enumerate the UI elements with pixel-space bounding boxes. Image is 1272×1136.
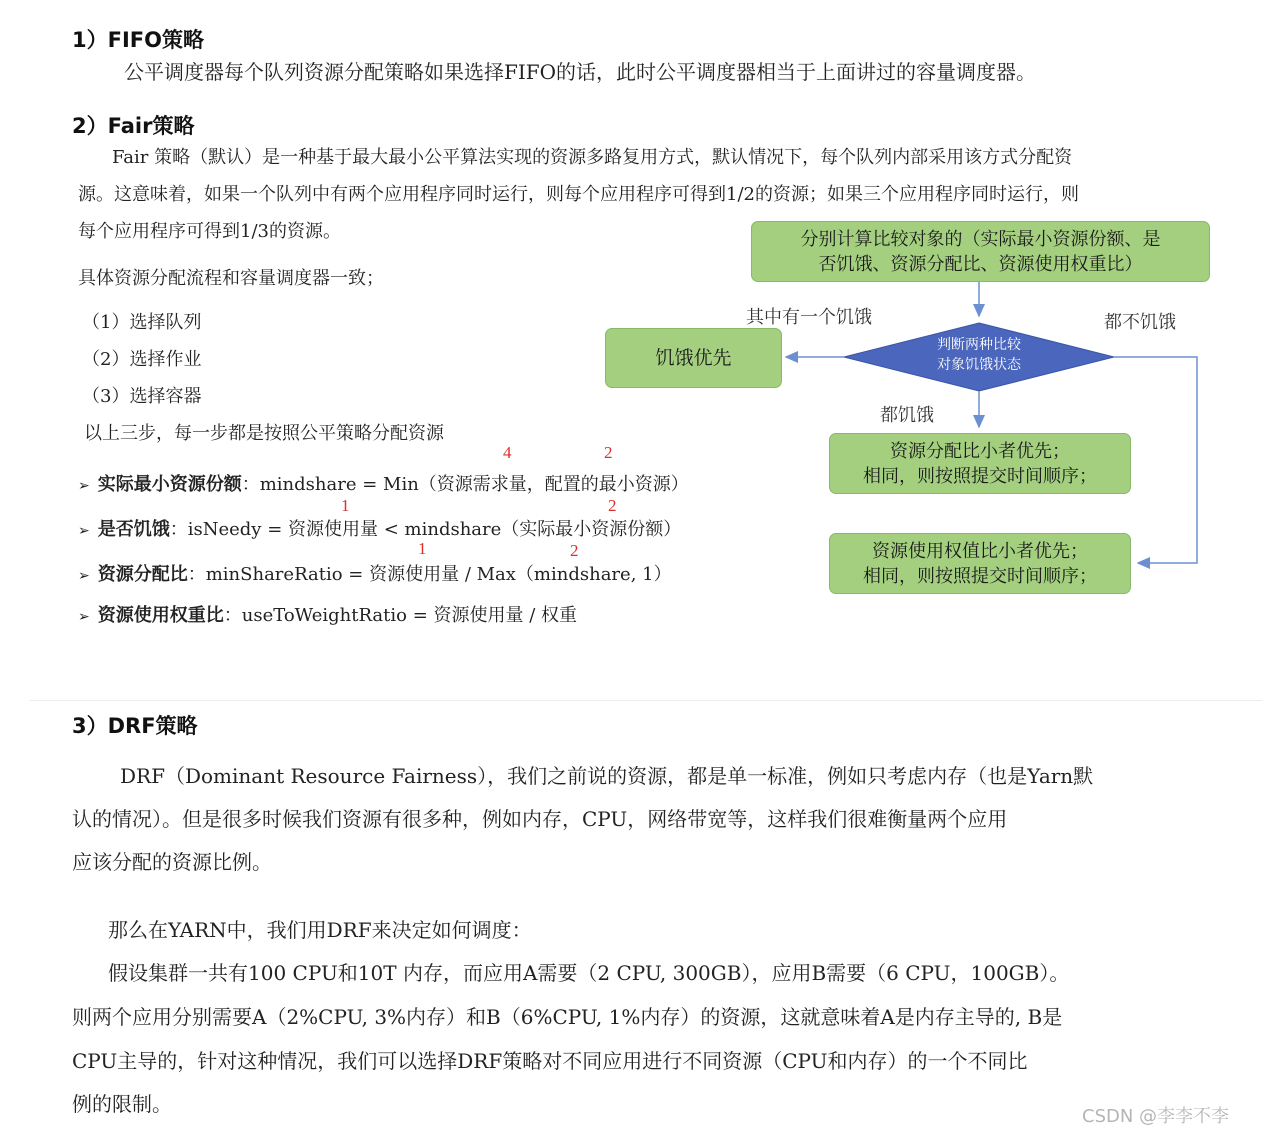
flow-box-line: 相同，则按照提交时间顺序； bbox=[863, 465, 1097, 487]
section3-para1-line-2: 认的情况）。但是很多时候我们资源有很多种，例如内存，CPU，网络带宽等，这样我们很难衡量两个应用 bbox=[72, 807, 1008, 831]
decision-label bbox=[844, 335, 1114, 375]
step-1: （1）选择队列 bbox=[82, 312, 202, 333]
section3-para3-line-2: 则两个应用分别需要A（2%CPU, 3%内存）和B（6%CPU, 1%内存）的资源，这就意味着A是内存主导的, B是 bbox=[72, 1005, 1063, 1029]
section1-heading: 1）FIFO策略 bbox=[72, 28, 204, 52]
formula-expr: ：isNeedy = 资源使用量 < mindshare（实际最小资源份额） bbox=[169, 519, 682, 540]
bullet-arrow-icon: ➢ bbox=[78, 609, 90, 625]
section2-para-line-3: 每个应用程序可得到1/3的资源。 bbox=[78, 221, 341, 242]
section3-para2: 那么在YARN中，我们用DRF来决定如何调度： bbox=[108, 918, 532, 942]
flow-box-calculate bbox=[751, 221, 1210, 282]
formula-term: 资源分配比 bbox=[97, 564, 188, 585]
steps-summary: 以上三步，每一步都是按照公平策略分配资源 bbox=[84, 423, 444, 444]
label-one-hungry: 其中有一个饥饿 bbox=[746, 307, 872, 328]
section2-para-line-1: Fair 策略（默认）是一种基于最大最小公平算法实现的资源多路复用方式，默认情况下，每个队列内部采用该方式分配资 bbox=[112, 147, 1073, 168]
section1-text: 公平调度器每个队列资源分配策略如果选择FIFO的话，此时公平调度器相当于上面讲过的容量调度器。 bbox=[124, 60, 1037, 84]
flow-box-line: 相同，则按照提交时间顺序； bbox=[863, 565, 1097, 587]
label-none-hungry: 都不饥饿 bbox=[1104, 312, 1176, 333]
formula-expr: ：useToWeightRatio = 资源使用量 / 权重 bbox=[223, 605, 578, 626]
step-2: （2）选择作业 bbox=[82, 349, 202, 370]
section-divider bbox=[30, 700, 1262, 701]
flow-box-line: 饥饿优先 bbox=[655, 346, 732, 369]
section3-para3-line-4: 例的限制。 bbox=[72, 1092, 172, 1116]
decision-line: 判断两种比较 bbox=[937, 337, 1021, 353]
formula-term: 资源使用权重比 bbox=[97, 605, 224, 626]
formula-term: 实际最小资源份额 bbox=[97, 474, 242, 495]
annotation-4: 4 bbox=[503, 443, 512, 462]
flow-box-weight-ratio bbox=[829, 533, 1131, 594]
section3-para3-line-1: 假设集群一共有100 CPU和10T 内存，而应用A需要（2 CPU, 300GB），应用B需要（6 CPU，100GB）。 bbox=[108, 961, 1070, 985]
flow-box-hungry-first bbox=[605, 328, 782, 388]
flow-intro: 具体资源分配流程和容量调度器一致； bbox=[78, 268, 384, 289]
section2-para-line-2: 源。这意味着，如果一个队列中有两个应用程序同时运行，则每个应用程序可得到1/2的资源；如果三个应用程序同时运行，则 bbox=[78, 184, 1079, 205]
bullet-arrow-icon: ➢ bbox=[78, 523, 90, 539]
section3-para3-line-3: CPU主导的，针对这种情况，我们可以选择DRF策略对不同应用进行不同资源（CPU和内存）的一个不同比 bbox=[72, 1049, 1028, 1073]
annotation-2: 2 bbox=[604, 443, 613, 462]
annotation-2: 2 bbox=[608, 496, 617, 515]
annotation-1: 1 bbox=[418, 539, 427, 558]
bullet-arrow-icon: ➢ bbox=[78, 568, 90, 584]
formula-expr: ：minShareRatio = 资源使用量 / Max（mindshare, 1） bbox=[187, 564, 672, 585]
annotation-2: 2 bbox=[570, 541, 579, 560]
flow-box-line: 资源分配比小者优先； bbox=[890, 440, 1070, 462]
flow-box-line: 否饥饿、资源分配比、资源使用权重比） bbox=[818, 253, 1143, 275]
section3-para1-line-3: 应该分配的资源比例。 bbox=[72, 850, 272, 874]
section2-heading: 2）Fair策略 bbox=[72, 114, 195, 138]
bullet-arrow-icon: ➢ bbox=[78, 478, 90, 494]
formula-term: 是否饥饿 bbox=[97, 519, 170, 540]
section3-heading: 3）DRF策略 bbox=[72, 714, 198, 738]
flow-box-line: 分别计算比较对象的（实际最小资源份额、是 bbox=[800, 228, 1161, 250]
section3-para1-line-1: DRF（Dominant Resource Fairness），我们之前说的资源，都是单一标准，例如只考虑内存（也是Yarn默 bbox=[120, 764, 1094, 788]
watermark: CSDN @李李不李 bbox=[1082, 1106, 1230, 1127]
decision-line: 对象饥饿状态 bbox=[937, 357, 1021, 373]
flow-box-line: 资源使用权值比小者优先； bbox=[872, 540, 1088, 562]
formula-expr: ：mindshare = Min（资源需求量，配置的最小资源） bbox=[241, 474, 689, 495]
annotation-1: 1 bbox=[341, 496, 350, 515]
label-both-hungry: 都饥饿 bbox=[880, 405, 934, 426]
flow-box-share-ratio bbox=[829, 433, 1131, 494]
step-3: （3）选择容器 bbox=[82, 386, 202, 407]
